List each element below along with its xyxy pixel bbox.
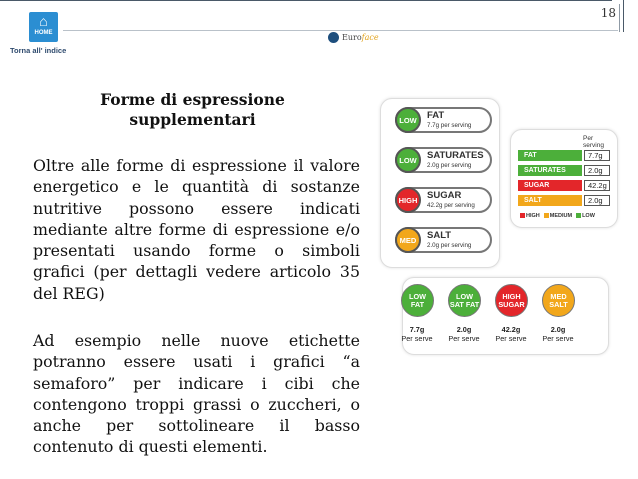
table-row — [518, 195, 610, 206]
slide-title — [40, 90, 345, 130]
table-row-name: FAT — [518, 150, 582, 161]
pill-per-serving: 7.7g per serving — [427, 122, 472, 129]
circle-value — [488, 325, 534, 343]
circle-line-2: SALT — [549, 299, 568, 309]
table-row — [518, 165, 610, 176]
circle-per-serve: Per serve — [542, 334, 574, 343]
title-line-2: supplementari — [129, 110, 256, 129]
circle-line-2: SAT FAT — [449, 299, 480, 309]
paragraph-1: Oltre alle forme di espressione il valore energetico e le quantità di sostanze nutritive possono essere indicati mediante altre forme di espressione e/o presentati usando forme o simboli grafici (per dettagli vedere articolo 35 del REG) — [33, 156, 360, 303]
pill-level-badge: LOW — [395, 147, 421, 173]
table-row-name: SATURATES — [518, 165, 582, 176]
pill-label — [395, 147, 492, 173]
legend-swatch — [544, 213, 549, 218]
eurofacs-logo — [328, 31, 379, 43]
corner-rule — [623, 0, 624, 32]
corner-rule-inner — [619, 4, 620, 32]
legend-label: HIGH — [526, 213, 540, 219]
legend-item — [520, 213, 540, 219]
logo-disc-icon — [328, 32, 339, 43]
circle-per-serve: Per serve — [401, 334, 433, 343]
circle-value — [535, 325, 581, 343]
table-row — [518, 180, 610, 191]
pill-nutrient-name: SUGAR — [427, 190, 462, 201]
legend-item — [544, 213, 572, 219]
logo-text: Euro — [342, 32, 362, 42]
circle-value — [441, 325, 487, 343]
legend-label: LOW — [582, 213, 595, 219]
circle-line-2: FAT — [410, 299, 425, 309]
circle-amount: 7.7g — [409, 325, 425, 334]
table-row-name: SALT — [518, 195, 582, 206]
table-row-value: 2.0g — [584, 165, 610, 176]
circle-badge — [401, 284, 434, 317]
home-button[interactable] — [29, 12, 58, 42]
pill-nutrient-name: SALT — [427, 230, 452, 241]
table-row-value: 2.0g — [584, 195, 610, 206]
pill-label — [395, 227, 492, 253]
legend-swatch — [576, 213, 581, 218]
home-label: HOME — [34, 30, 53, 36]
circle-line-1: HIGH — [502, 291, 521, 301]
top-bar — [0, 0, 638, 30]
circle-line-1: LOW — [408, 291, 427, 301]
top-divider — [0, 0, 612, 2]
table-header: Per serving — [583, 135, 604, 149]
pill-label — [395, 107, 492, 133]
pill-nutrient-name: FAT — [427, 110, 445, 121]
pill-per-serving: 2.0g per serving — [427, 162, 472, 169]
legend-swatch — [520, 213, 525, 218]
title-line-1: Forme di espressione — [100, 90, 285, 109]
table-row — [518, 150, 610, 161]
paragraph-2: Ad esempio nelle nuove etichette potranno essere usati i grafici “a semaforo” per indicare i cibi che contengono troppi grassi o zuccheri, o anche per sottolineare il basso contenuto di questi elementi. — [33, 331, 360, 457]
pill-level-badge: LOW — [395, 107, 421, 133]
table-row-value: 42.2g — [584, 180, 610, 191]
pill-level-badge: MED — [395, 227, 421, 253]
circle-badge — [542, 284, 575, 317]
legend-label: MEDIUM — [549, 213, 573, 219]
circle-badge — [448, 284, 481, 317]
page-number: 18 — [600, 6, 616, 20]
circle-amount: 2.0g — [550, 325, 566, 334]
circle-per-serve: Per serve — [448, 334, 480, 343]
table-row-value: 7.7g — [584, 150, 610, 161]
circle-line-1: LOW — [455, 291, 474, 301]
pill-per-serving: 42.2g per serving — [427, 202, 475, 209]
circle-per-serve: Per serve — [495, 334, 527, 343]
circle-value — [394, 325, 440, 343]
legend-item — [576, 213, 595, 219]
pill-label — [395, 187, 492, 213]
logo-text-accent: face — [361, 32, 379, 42]
pill-level-badge: HIGH — [395, 187, 421, 213]
table-legend — [520, 213, 595, 219]
circle-amount: 42.2g — [501, 325, 521, 334]
circle-badge — [495, 284, 528, 317]
circle-line-2: SUGAR — [498, 299, 525, 309]
table-row-name: SUGAR — [518, 180, 582, 191]
house-icon: ⌂ — [39, 13, 48, 29]
circle-amount: 2.0g — [456, 325, 472, 334]
pill-nutrient-name: SATURATES — [427, 150, 484, 161]
back-to-index-link[interactable]: Torna all' indice — [10, 46, 67, 55]
circle-line-1: MED — [550, 291, 567, 301]
pill-per-serving: 2.0g per serving — [427, 242, 472, 249]
